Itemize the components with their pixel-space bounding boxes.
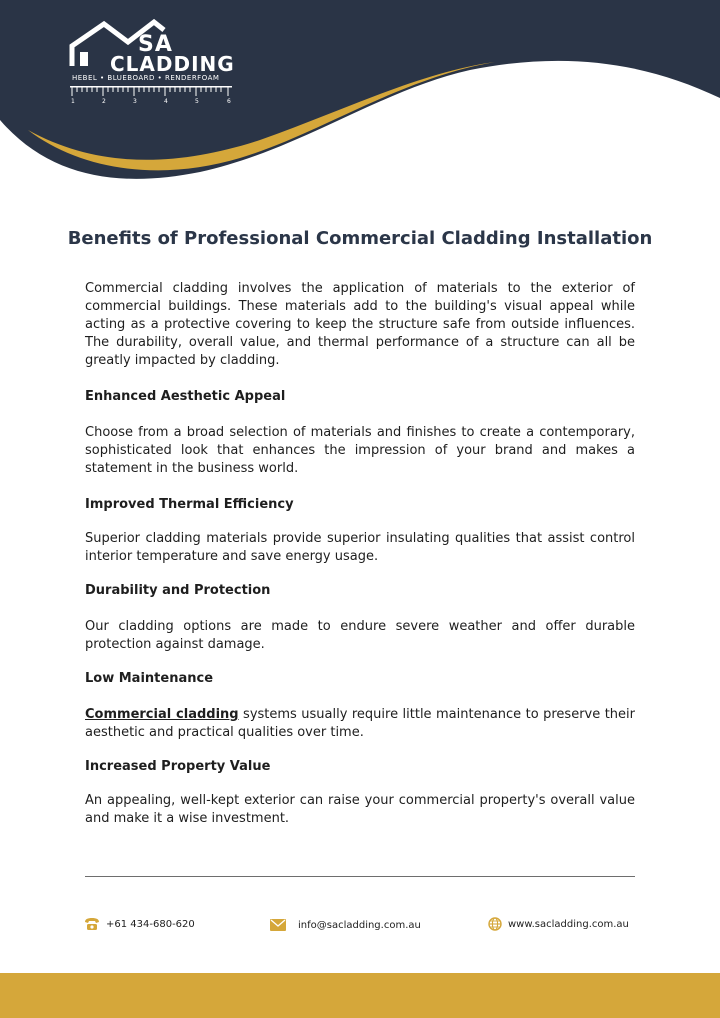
section-body-text: systems usually require little maintenance to preserve their aesthetic and practical qualities over time. <box>85 707 635 740</box>
logo-text-cladding: CLADDING <box>110 52 235 76</box>
section-body: Choose from a broad selection of materials and finishes to create a contemporary, sophisticated look that enhances the impression of your brand and makes a statement in the business world. <box>85 425 635 476</box>
contact-email[interactable] <box>270 919 421 931</box>
globe-icon <box>488 917 502 931</box>
company-logo[interactable] <box>68 18 238 108</box>
section-heading: Increased Property Value <box>85 759 271 774</box>
section-body: Superior cladding materials provide superior insulating qualities that assist control interior temperature and save energy usage. <box>85 531 635 564</box>
footer-divider <box>85 876 635 877</box>
section-heading: Enhanced Aesthetic Appeal <box>85 389 286 404</box>
section-heading: Improved Thermal Efficiency <box>85 497 294 512</box>
ruler-number: 4 <box>164 98 168 105</box>
section-body <box>85 706 635 742</box>
ruler-number: 3 <box>133 98 137 105</box>
section-heading: Durability and Protection <box>85 583 271 598</box>
header-banner <box>0 0 720 200</box>
commercial-cladding-link[interactable]: Commercial cladding <box>85 707 239 722</box>
ruler-number: 2 <box>102 98 106 105</box>
ruler-number: 5 <box>195 98 199 105</box>
contact-phone[interactable] <box>84 917 195 931</box>
phone-number: +61 434-680-620 <box>106 918 195 930</box>
logo-text-sa: SA <box>138 32 173 57</box>
logo-tagline: HEBEL • BLUEBOARD • RENDERFOAM <box>72 74 220 82</box>
article-body <box>85 280 635 828</box>
page-title: Benefits of Professional Commercial Cladding Installation <box>67 228 653 249</box>
email-address: info@sacladding.com.au <box>298 919 421 931</box>
contact-website[interactable] <box>488 917 629 931</box>
footer-band <box>0 973 720 1018</box>
phone-icon <box>84 917 100 931</box>
ruler-number: 1 <box>71 98 75 105</box>
section-body: An appealing, well-kept exterior can raise your commercial property's overall value and make it a wise investment. <box>85 793 635 826</box>
ruler-number: 6 <box>227 98 231 105</box>
section-heading: Low Maintenance <box>85 671 214 686</box>
intro-paragraph: Commercial cladding involves the application of materials to the exterior of commercial buildings. These materials add to the building's visual appeal while acting as a protective covering to keep the structure safe from outside influences. The durability, overall value, and thermal performance of a structure can all be greatly impacted by cladding. <box>85 281 635 368</box>
envelope-icon <box>270 919 286 931</box>
section-body: Our cladding options are made to endure severe weather and offer durable protection against damage. <box>85 619 635 652</box>
website-url: www.sacladding.com.au <box>508 918 629 930</box>
